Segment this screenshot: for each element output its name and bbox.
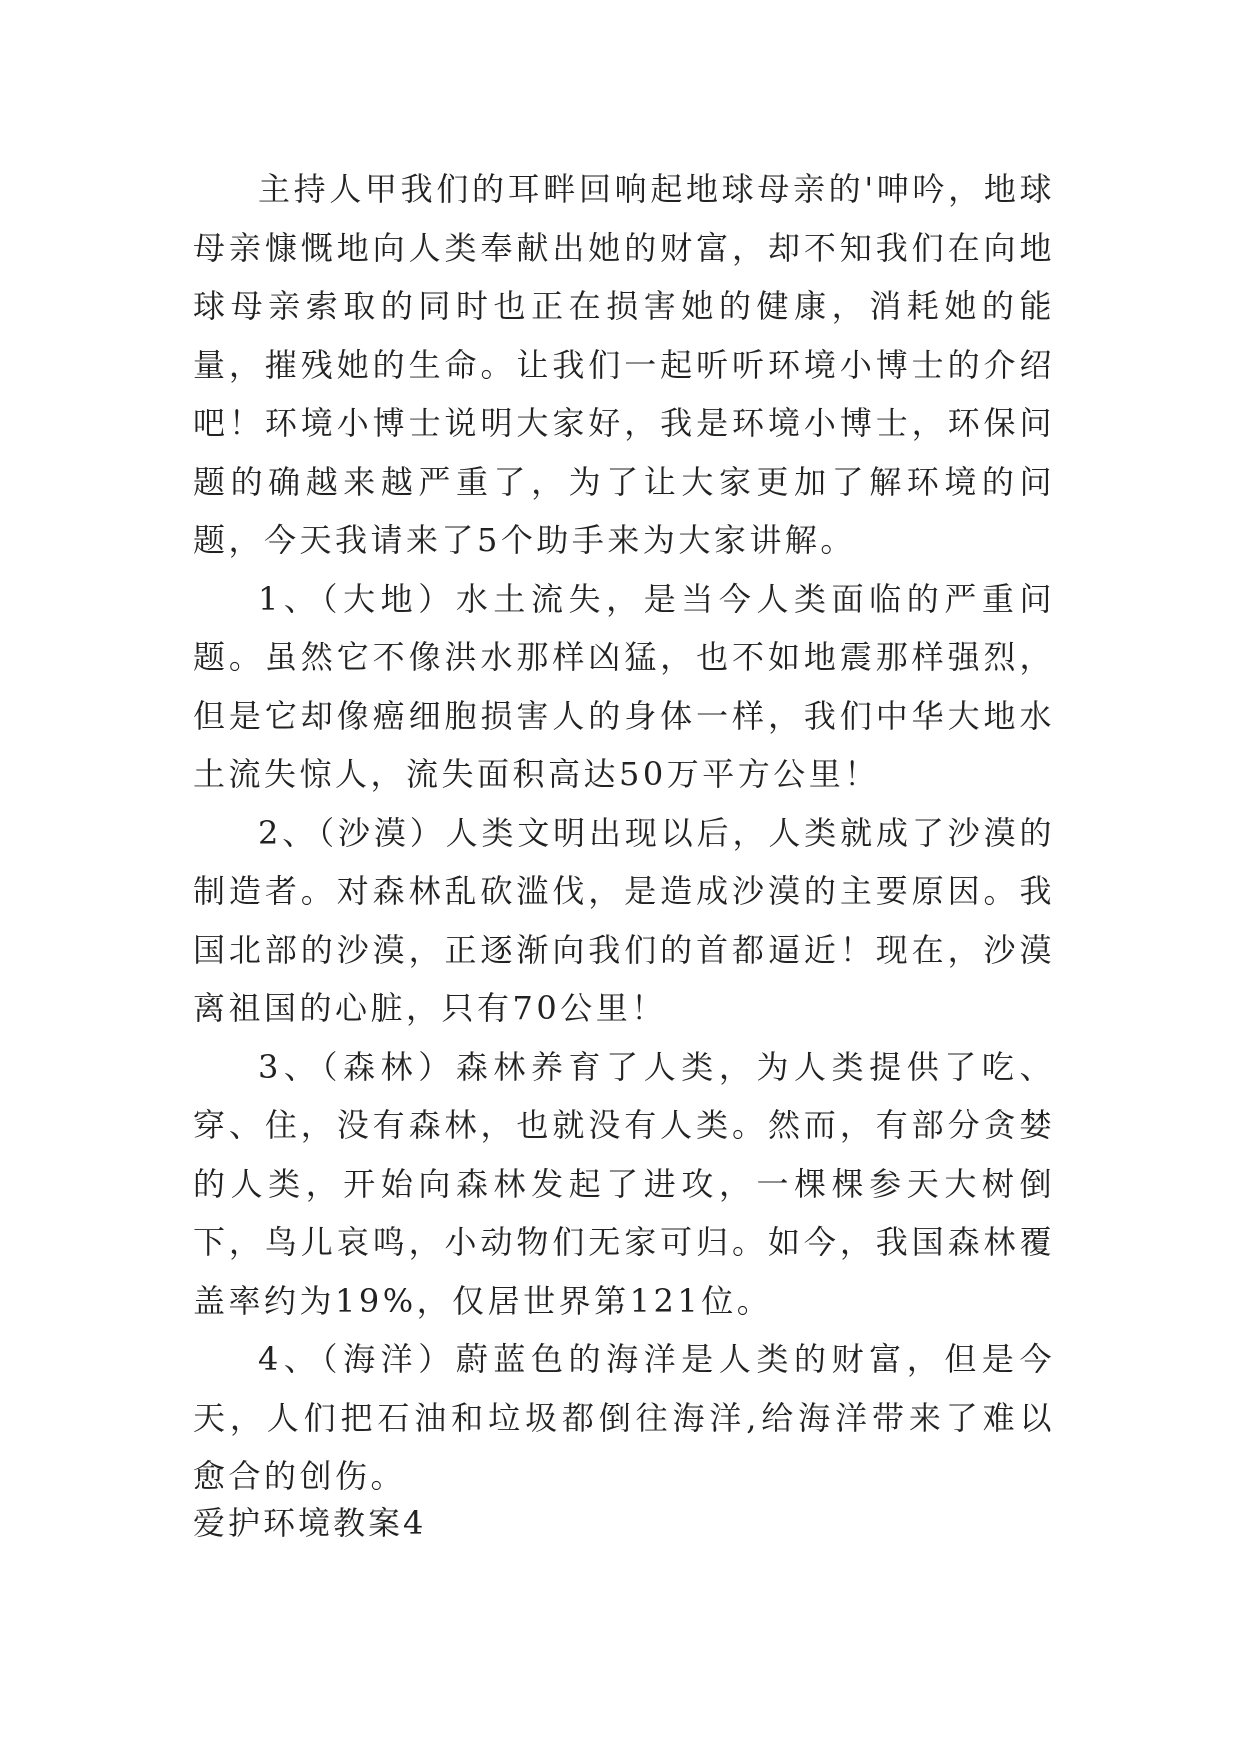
document-body: [193, 160, 1055, 1506]
paragraph-desert: 2、（沙漠）人类文明出现以后，人类就成了沙漠的制造者。对森林乱砍滥伐，是造成沙漠的主要原因。我国北部的沙漠，正逐渐向我们的首都逼近！现在，沙漠离祖国的心脏，只有70公里！: [193, 813, 1055, 1027]
paragraph-ocean: 4、（海洋）蔚蓝色的海洋是人类的财富，但是今天，人们把石油和垃圾都倒往海洋,给海洋带来了难以愈合的创伤。: [193, 1340, 1055, 1495]
paragraph-intro: 主持人甲我们的耳畔回响起地球母亲的'呻吟，地球母亲慷慨地向人类奉献出她的财富，却不知我们在向地球母亲索取的同时也正在损害她的健康，消耗她的能量，摧残她的生命。让我们一起听听环境小博士的介绍吧！环境小博士说明大家好，我是环境小博士，环保问题的确越来越严重了，为了让大家更加了解环境的问题，今天我请来了5个助手来为大家讲解。: [193, 170, 1055, 559]
paragraph-land: 1、（大地）水土流失，是当今人类面临的严重问题。虽然它不像洪水那样凶猛，也不如地震那样强烈，但是它却像癌细胞损害人的身体一样，我们中华大地水土流失惊人，流失面积高达50万平方公里！: [193, 579, 1055, 793]
paragraph-forest: 3、（森林）森林养育了人类，为人类提供了吃、穿、住，没有森林，也就没有人类。然而，有部分贪婪的人类，开始向森林发起了进攻，一棵棵参天大树倒下，鸟儿哀鸣，小动物们无家可归。如今，我国森林覆盖率约为19%，仅居世界第121位。: [193, 1047, 1055, 1320]
section-heading: 爱护环境教案4: [193, 1504, 427, 1542]
